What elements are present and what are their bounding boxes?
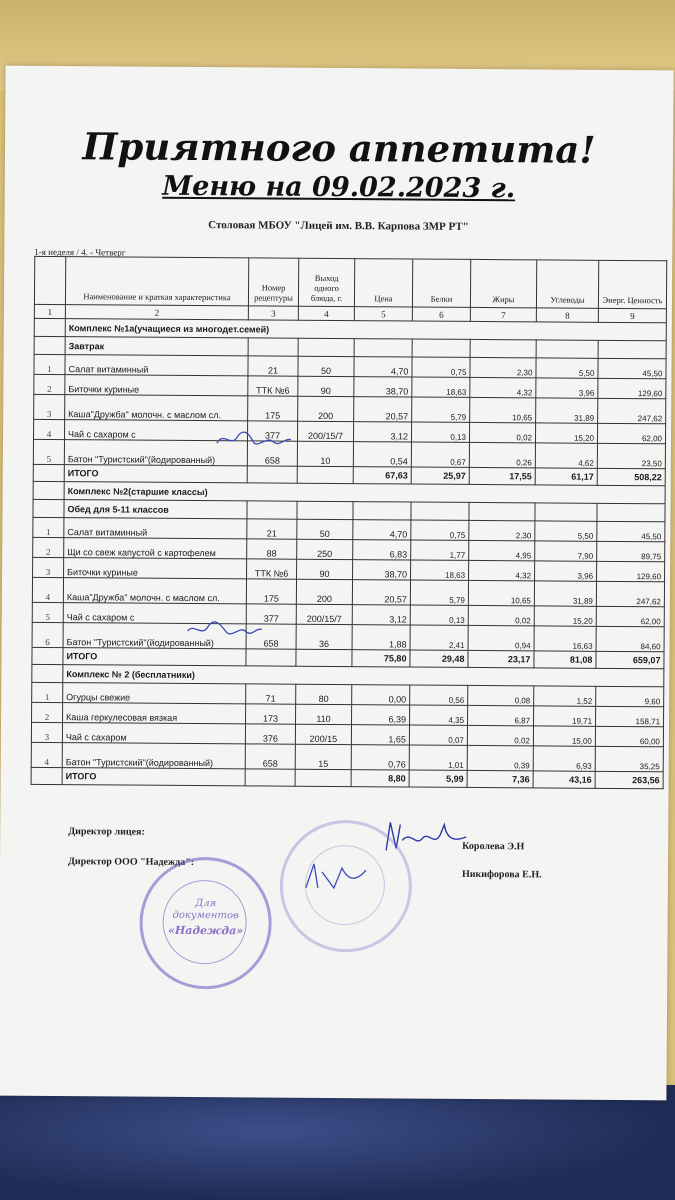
- table-cell: 21: [248, 356, 298, 376]
- table-cell: 25,97: [411, 467, 469, 484]
- table-cell: 0,00: [352, 685, 410, 705]
- table-cell: 88: [247, 539, 297, 559]
- table-cell: 377: [246, 604, 296, 624]
- menu-sheet: [0, 66, 674, 1101]
- table-cell: [32, 664, 63, 682]
- table-cell: Чай с сахаром: [62, 723, 245, 744]
- table-cell: 4,95: [469, 540, 535, 560]
- table-cell: 21: [247, 519, 297, 539]
- table-cell: [247, 501, 297, 519]
- table-cell: Батон "Туристский"(йодированный): [64, 440, 247, 466]
- table-row: [33, 439, 665, 468]
- table-cell: 84,60: [596, 626, 664, 651]
- table-cell: 175: [248, 396, 298, 421]
- table-cell: 0,02: [469, 422, 535, 442]
- table-cell: Чай с сахаром с: [64, 420, 247, 441]
- table-cell: 90: [298, 376, 354, 396]
- table-cell: 4,70: [353, 520, 411, 540]
- handwritten-note: [184, 619, 264, 640]
- director-company-name: Никифорова Е.Н.: [461, 868, 542, 881]
- section-title: Комплекс № 2 (бесплатники): [63, 665, 664, 687]
- table-header-row: [34, 256, 666, 308]
- table-cell: 50: [298, 356, 354, 376]
- table-cell: 5,99: [409, 770, 467, 787]
- table-cell: 15,20: [535, 423, 597, 443]
- column-number: 6: [412, 307, 470, 321]
- table-cell: 18,63: [412, 377, 470, 397]
- table-cell: [597, 503, 665, 521]
- table-cell: 1: [34, 354, 65, 374]
- week-label: 1-я неделя / 4. - Четверг: [34, 246, 126, 258]
- table-cell: 3: [34, 394, 65, 419]
- table-cell: 3,12: [353, 422, 411, 442]
- table-row: [31, 742, 663, 771]
- table-cell: 35,25: [595, 746, 663, 771]
- table-cell: 0,13: [411, 422, 469, 442]
- table-cell: 658: [245, 744, 295, 769]
- table-cell: 1,77: [411, 540, 469, 560]
- table-cell: 0,56: [410, 685, 468, 705]
- table-cell: 67,63: [353, 467, 411, 484]
- table-cell: 7,36: [467, 770, 533, 787]
- table-cell: Батон "Туристский"(йодированный): [62, 743, 245, 769]
- table-cell: 6,83: [353, 540, 411, 560]
- table-cell: 508,22: [597, 468, 665, 485]
- table-cell: 3,12: [352, 605, 410, 625]
- table-cell: 175: [246, 579, 296, 604]
- table-cell: 200/15/7: [297, 421, 353, 441]
- total-row: [31, 767, 663, 788]
- table-cell: 250: [297, 539, 353, 559]
- table-cell: 247,62: [598, 398, 666, 423]
- table-cell: 81,08: [534, 651, 596, 668]
- table-cell: 200: [298, 396, 354, 421]
- table-cell: 2,30: [469, 520, 535, 540]
- table-cell: [598, 340, 666, 358]
- table-cell: 10,65: [470, 397, 536, 422]
- table-cell: 6,87: [468, 705, 534, 725]
- table-cell: 15,00: [533, 726, 595, 746]
- table-cell: 0,67: [411, 442, 469, 467]
- lyceum-signature: [300, 858, 380, 899]
- table-cell: 0,75: [411, 520, 469, 540]
- table-cell: 658: [246, 624, 296, 649]
- table-cell: 38,70: [353, 560, 411, 580]
- table-cell: [297, 466, 353, 483]
- header-cell: Выход одного блюда, г.: [298, 258, 354, 306]
- table-cell: [33, 464, 64, 481]
- table-cell: 2,41: [410, 625, 468, 650]
- table-cell: ИТОГО: [63, 648, 246, 666]
- table-cell: Каша"Дружба" молочн. с маслом сл.: [63, 578, 246, 604]
- table-cell: 62,00: [597, 423, 665, 443]
- director-company-label: Директор ООО "Надежда":: [68, 856, 195, 869]
- fabric-background: [0, 1085, 675, 1200]
- table-cell: 173: [246, 704, 296, 724]
- table-cell: Салат витаминный: [65, 355, 248, 376]
- table-cell: [31, 767, 62, 784]
- table-cell: 0,02: [468, 605, 534, 625]
- table-cell: Каша геркулесовая вязкая: [63, 703, 246, 724]
- table-cell: [535, 503, 597, 521]
- table-cell: 3: [33, 557, 64, 577]
- table-cell: 4,32: [469, 560, 535, 580]
- table-cell: 1,88: [352, 625, 410, 650]
- table-cell: 200/15: [295, 724, 351, 744]
- table-cell: 45,50: [597, 521, 665, 541]
- table-cell: Щи со свеж капустой с картофелем: [64, 538, 247, 559]
- table-cell: 2: [33, 537, 64, 557]
- table-cell: 5,50: [535, 521, 597, 541]
- table-cell: [353, 502, 411, 520]
- section-title: Комплекс №2(старшие классы): [64, 482, 665, 504]
- table-cell: 4,35: [410, 705, 468, 725]
- table-cell: Биточки куриные: [64, 558, 247, 579]
- table-cell: 17,55: [469, 467, 535, 484]
- table-cell: [536, 340, 598, 358]
- table-cell: 15,20: [534, 606, 596, 626]
- table-cell: 3,96: [535, 561, 597, 581]
- table-cell: 659,07: [596, 651, 664, 668]
- table-cell: 31,89: [534, 581, 596, 606]
- menu-date: Меню на 09.02.2023 г.: [162, 170, 516, 205]
- table-cell: [32, 647, 63, 664]
- table-cell: 6,93: [533, 746, 595, 771]
- table-cell: 75,80: [352, 650, 410, 667]
- table-cell: [296, 649, 352, 666]
- table-cell: [298, 338, 354, 356]
- table-cell: 0,76: [351, 745, 409, 770]
- table-cell: 200: [296, 579, 352, 604]
- table-cell: 10: [297, 441, 353, 466]
- header-cell: Энерг. Ценность: [598, 260, 666, 308]
- table-cell: 23,50: [597, 443, 665, 468]
- table-cell: 1: [32, 682, 63, 702]
- table-cell: 6: [32, 622, 63, 647]
- table-cell: 158,71: [596, 706, 664, 726]
- table-cell: 5,79: [410, 580, 468, 605]
- table-cell: 0,08: [468, 685, 534, 705]
- table-cell: 4,70: [354, 357, 412, 377]
- table-cell: 18,63: [411, 560, 469, 580]
- table-cell: 36: [296, 624, 352, 649]
- table-cell: ТТК №6: [248, 376, 298, 396]
- table-cell: 20,57: [354, 397, 412, 422]
- table-cell: 1: [33, 517, 64, 537]
- header-cell: Наименование и краткая характеристика: [65, 257, 248, 306]
- table-row: [32, 577, 664, 606]
- table-cell: 0,54: [353, 442, 411, 467]
- table-cell: [34, 336, 65, 354]
- table-cell: 0,39: [467, 745, 533, 770]
- header-cell: Номер рецептуры: [248, 258, 298, 306]
- table-cell: 5,50: [536, 358, 598, 378]
- header-cell: Жиры: [470, 259, 536, 307]
- table-cell: 1,52: [534, 686, 596, 706]
- table-cell: [470, 339, 536, 357]
- table-cell: 62,00: [596, 606, 664, 626]
- table-cell: 0,94: [468, 625, 534, 650]
- header-cell: Белки: [412, 259, 470, 307]
- column-number: 5: [354, 307, 412, 321]
- table-cell: [411, 502, 469, 520]
- column-number: 8: [536, 308, 598, 322]
- table-cell: 200/15/7: [296, 604, 352, 624]
- table-cell: 43,16: [533, 771, 595, 788]
- director-lyceum-name: Королева Э.Н: [462, 840, 525, 853]
- table-cell: 129,60: [598, 378, 666, 398]
- table-cell: 5,79: [412, 397, 470, 422]
- header-cell: [34, 256, 65, 304]
- table-cell: 1,01: [409, 745, 467, 770]
- table-cell: 89,75: [597, 541, 665, 561]
- column-number: 9: [598, 308, 666, 322]
- table-cell: 658: [247, 441, 297, 466]
- table-cell: 2,30: [470, 357, 536, 377]
- table-cell: 29,48: [410, 650, 468, 667]
- table-cell: 3,96: [536, 378, 598, 398]
- table-cell: Салат витаминный: [64, 518, 247, 539]
- table-row: [34, 394, 666, 423]
- table-cell: [412, 339, 470, 357]
- table-cell: 129,60: [597, 561, 665, 581]
- meal-title: Завтрак: [65, 337, 248, 356]
- table-cell: 0,26: [469, 442, 535, 467]
- table-cell: [246, 649, 296, 666]
- column-number: 4: [298, 306, 354, 320]
- table-cell: 263,56: [595, 771, 663, 788]
- table-cell: 2: [34, 374, 65, 394]
- table-cell: 4,32: [470, 377, 536, 397]
- table-cell: 38,70: [354, 377, 412, 397]
- column-number: 7: [470, 307, 536, 321]
- table-cell: Чай с сахаром с: [63, 603, 246, 624]
- table-cell: Каша"Дружба" молочн. с маслом сл.: [65, 395, 248, 421]
- table-cell: [245, 769, 295, 786]
- organization-name: Столовая МБОУ "Лицей им. В.В. Карпова ЗМР РТ": [208, 219, 469, 233]
- table-cell: 4: [31, 742, 62, 767]
- table-cell: [33, 499, 64, 517]
- table-cell: ТТК №6: [247, 559, 297, 579]
- table-cell: 31,89: [536, 398, 598, 423]
- page-title: Приятного аппетита!: [82, 124, 596, 172]
- table-cell: 2: [32, 702, 63, 722]
- table-cell: 0,07: [409, 725, 467, 745]
- table-cell: 45,50: [598, 358, 666, 378]
- table-cell: Огурцы свежие: [63, 683, 246, 704]
- table-cell: [33, 481, 64, 499]
- table-cell: 71: [246, 684, 296, 704]
- meal-title: Обед для 5-11 классов: [64, 500, 247, 519]
- table-cell: 9,60: [596, 686, 664, 706]
- table-cell: [295, 769, 351, 786]
- table-row: [32, 622, 664, 651]
- table-cell: 80: [296, 684, 352, 704]
- header-cell: Цена: [354, 259, 412, 307]
- table-cell: 10,65: [468, 580, 534, 605]
- table-cell: 90: [297, 559, 353, 579]
- table-cell: [354, 339, 412, 357]
- table-cell: 0,13: [410, 605, 468, 625]
- table-cell: ИТОГО: [62, 768, 245, 786]
- table-cell: 0,75: [412, 357, 470, 377]
- table-cell: 4: [32, 577, 63, 602]
- table-cell: Батон "Туристский"(йодированный): [63, 623, 246, 649]
- table-cell: 60,00: [595, 726, 663, 746]
- table-cell: [469, 502, 535, 520]
- handwritten-note: [213, 429, 293, 450]
- company-stamp: Для документов «Надежда»: [139, 857, 272, 990]
- table-cell: 19,71: [534, 706, 596, 726]
- menu-table: [31, 256, 668, 789]
- table-cell: 1,65: [351, 725, 409, 745]
- table-cell: 376: [245, 724, 295, 744]
- table-cell: [297, 501, 353, 519]
- table-cell: 6,39: [352, 705, 410, 725]
- table-cell: 61,17: [535, 468, 597, 485]
- table-cell: 23,17: [468, 650, 534, 667]
- director-lyceum-label: Директор лицея:: [68, 826, 145, 838]
- column-number: 1: [34, 304, 65, 318]
- column-number: 2: [65, 305, 248, 320]
- table-cell: 377: [247, 421, 297, 441]
- table-cell: 7,90: [535, 541, 597, 561]
- table-cell: 110: [296, 704, 352, 724]
- table-cell: 20,57: [352, 580, 410, 605]
- table-cell: 247,62: [596, 581, 664, 606]
- table-cell: [34, 318, 65, 336]
- table-cell: 50: [297, 519, 353, 539]
- table-cell: 4: [33, 419, 64, 439]
- column-number: 3: [248, 306, 298, 320]
- table-cell: Биточки куриные: [65, 375, 248, 396]
- table-cell: [247, 466, 297, 483]
- header-cell: Углеводы: [536, 260, 598, 308]
- table-cell: 4,62: [535, 443, 597, 468]
- table-cell: 0,02: [467, 725, 533, 745]
- section-title: Комплекс №1а(учащиеся из многодет.семей): [65, 319, 666, 341]
- table-cell: [248, 338, 298, 356]
- table-cell: ИТОГО: [64, 465, 247, 483]
- table-cell: 16,63: [534, 626, 596, 651]
- table-cell: 5: [32, 602, 63, 622]
- table-cell: 15: [295, 744, 351, 769]
- table-cell: 8,80: [351, 770, 409, 787]
- table-cell: 3: [31, 722, 62, 742]
- table-cell: 5: [33, 439, 64, 464]
